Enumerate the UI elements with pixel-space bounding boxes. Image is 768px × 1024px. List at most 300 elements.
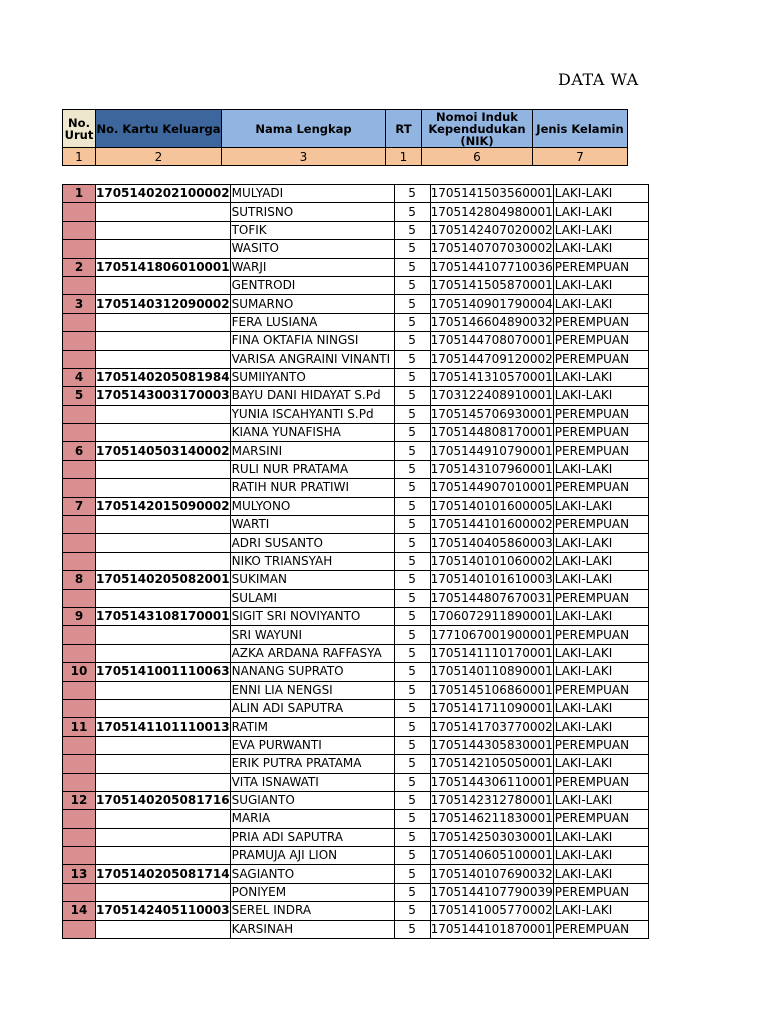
nik-value: 1705144306110001 bbox=[430, 773, 553, 791]
rt-value: 5 bbox=[394, 497, 430, 515]
nik-value: 1705140101610003 bbox=[430, 571, 553, 589]
column-number: 3 bbox=[222, 148, 386, 166]
nik-value: 1705144107790039 bbox=[430, 883, 553, 901]
table-row bbox=[63, 203, 649, 221]
table-row bbox=[63, 240, 649, 258]
header-table bbox=[62, 109, 628, 166]
rt-value: 5 bbox=[394, 865, 430, 883]
nik-value: 1705145706930001 bbox=[430, 405, 553, 423]
family-card-number bbox=[96, 221, 231, 239]
nik-value: 1705140901790004 bbox=[430, 295, 553, 313]
gender-value: PEREMPUAN bbox=[553, 332, 648, 350]
family-card-number bbox=[96, 479, 231, 497]
table-row bbox=[63, 920, 649, 938]
rt-value: 5 bbox=[394, 185, 430, 203]
full-name: SAGIANTO bbox=[230, 865, 394, 883]
nik-value: 1705144708070001 bbox=[430, 332, 553, 350]
row-number: 4 bbox=[63, 368, 96, 386]
family-card-number bbox=[96, 828, 231, 846]
nik-value: 1705142407020002 bbox=[430, 221, 553, 239]
table-row bbox=[63, 718, 649, 736]
gender-value: PEREMPUAN bbox=[553, 810, 648, 828]
row-number bbox=[63, 350, 96, 368]
gender-value: PEREMPUAN bbox=[553, 479, 648, 497]
full-name: WARJI bbox=[230, 258, 394, 276]
gender-value: PEREMPUAN bbox=[553, 681, 648, 699]
gender-value: LAKI-LAKI bbox=[553, 644, 648, 662]
table-row bbox=[63, 460, 649, 478]
column-number: 1 bbox=[63, 148, 96, 166]
full-name: EVA PURWANTI bbox=[230, 736, 394, 754]
rt-value: 5 bbox=[394, 828, 430, 846]
rt-value: 5 bbox=[394, 203, 430, 221]
family-card-number bbox=[96, 332, 231, 350]
nik-value: 1705141110170001 bbox=[430, 644, 553, 662]
rt-value: 5 bbox=[394, 920, 430, 938]
row-number bbox=[63, 681, 96, 699]
gender-value: LAKI-LAKI bbox=[553, 828, 648, 846]
rt-value: 5 bbox=[394, 810, 430, 828]
nik-value: 1705142312780001 bbox=[430, 791, 553, 809]
gender-value: PEREMPUAN bbox=[553, 589, 648, 607]
table-row bbox=[63, 479, 649, 497]
rt-value: 5 bbox=[394, 644, 430, 662]
gender-value: PEREMPUAN bbox=[553, 736, 648, 754]
full-name: BAYU DANI HIDAYAT S.Pd bbox=[230, 387, 394, 405]
row-number: 14 bbox=[63, 902, 96, 920]
nik-value: 1705142105050001 bbox=[430, 755, 553, 773]
table-row bbox=[63, 424, 649, 442]
family-card-number: 1705140312090002 bbox=[96, 295, 231, 313]
table-row bbox=[63, 828, 649, 846]
row-number bbox=[63, 644, 96, 662]
gender-value: LAKI-LAKI bbox=[553, 185, 648, 203]
nik-value: 1705144808170001 bbox=[430, 424, 553, 442]
family-card-number bbox=[96, 626, 231, 644]
table-row bbox=[63, 883, 649, 901]
table-row bbox=[63, 350, 649, 368]
gender-value: LAKI-LAKI bbox=[553, 295, 648, 313]
family-card-number bbox=[96, 589, 231, 607]
full-name: WARTI bbox=[230, 516, 394, 534]
full-name: ERIK PUTRA PRATAMA bbox=[230, 755, 394, 773]
row-number bbox=[63, 699, 96, 717]
family-card-number: 1705140205081716 bbox=[96, 791, 231, 809]
family-card-number bbox=[96, 681, 231, 699]
row-number bbox=[63, 479, 96, 497]
row-number: 5 bbox=[63, 387, 96, 405]
full-name: MULYONO bbox=[230, 497, 394, 515]
nik-value: 1705146211830001 bbox=[430, 810, 553, 828]
full-name: WASITO bbox=[230, 240, 394, 258]
full-name: SULAMI bbox=[230, 589, 394, 607]
rt-value: 5 bbox=[394, 258, 430, 276]
family-card-number bbox=[96, 203, 231, 221]
rt-value: 5 bbox=[394, 755, 430, 773]
full-name: MULYADI bbox=[230, 185, 394, 203]
row-number bbox=[63, 920, 96, 938]
full-name: YUNIA ISCAHYANTI S.Pd bbox=[230, 405, 394, 423]
gender-value: LAKI-LAKI bbox=[553, 571, 648, 589]
family-card-number bbox=[96, 883, 231, 901]
nik-value: 1705143107960001 bbox=[430, 460, 553, 478]
rt-value: 5 bbox=[394, 424, 430, 442]
full-name: FERA LUSIANA bbox=[230, 313, 394, 331]
family-card-number: 1705140202100002 bbox=[96, 185, 231, 203]
table-row bbox=[63, 516, 649, 534]
header-kk: No. Kartu Keluarga bbox=[96, 110, 222, 148]
nik-value: 1705144910790001 bbox=[430, 442, 553, 460]
family-card-number: 1705141001110063 bbox=[96, 663, 231, 681]
row-number bbox=[63, 810, 96, 828]
rt-value: 5 bbox=[394, 773, 430, 791]
family-card-number bbox=[96, 313, 231, 331]
family-card-number: 1705140205081984 bbox=[96, 368, 231, 386]
table-row bbox=[63, 258, 649, 276]
table-row bbox=[63, 791, 649, 809]
header-rt: RT bbox=[386, 110, 422, 148]
row-number: 1 bbox=[63, 185, 96, 203]
rt-value: 5 bbox=[394, 847, 430, 865]
gender-value: LAKI-LAKI bbox=[553, 865, 648, 883]
nik-value: 1771067001900001 bbox=[430, 626, 553, 644]
column-number: 1 bbox=[386, 148, 422, 166]
column-number: 2 bbox=[96, 148, 222, 166]
gender-value: LAKI-LAKI bbox=[553, 203, 648, 221]
gender-value: LAKI-LAKI bbox=[553, 387, 648, 405]
family-card-number bbox=[96, 516, 231, 534]
family-card-number: 1705140503140002 bbox=[96, 442, 231, 460]
rt-value: 5 bbox=[394, 791, 430, 809]
row-number: 10 bbox=[63, 663, 96, 681]
family-card-number bbox=[96, 552, 231, 570]
nik-value: 1705140707030002 bbox=[430, 240, 553, 258]
row-number bbox=[63, 534, 96, 552]
rt-value: 5 bbox=[394, 442, 430, 460]
family-card-number: 1705142405110003 bbox=[96, 902, 231, 920]
nik-value: 1705146604890032 bbox=[430, 313, 553, 331]
rt-value: 5 bbox=[394, 883, 430, 901]
nik-value: 1705145106860001 bbox=[430, 681, 553, 699]
table-row bbox=[63, 865, 649, 883]
gender-value: LAKI-LAKI bbox=[553, 221, 648, 239]
nik-value: 1705141310570001 bbox=[430, 368, 553, 386]
full-name: SUTRISNO bbox=[230, 203, 394, 221]
table-row bbox=[63, 681, 649, 699]
family-card-number bbox=[96, 276, 231, 294]
row-number bbox=[63, 589, 96, 607]
rt-value: 5 bbox=[394, 405, 430, 423]
full-name: SUMIIYANTO bbox=[230, 368, 394, 386]
full-name: SIGIT SRI NOVIYANTO bbox=[230, 607, 394, 625]
gender-value: PEREMPUAN bbox=[553, 350, 648, 368]
gender-value: LAKI-LAKI bbox=[553, 755, 648, 773]
nik-value: 1705144305830001 bbox=[430, 736, 553, 754]
table-row bbox=[63, 221, 649, 239]
gender-value: PEREMPUAN bbox=[553, 773, 648, 791]
full-name: KIANA YUNAFISHA bbox=[230, 424, 394, 442]
full-name: VITA ISNAWATI bbox=[230, 773, 394, 791]
full-name: SUKIMAN bbox=[230, 571, 394, 589]
nik-value: 1705144107710036 bbox=[430, 258, 553, 276]
full-name: PRIA ADI SAPUTRA bbox=[230, 828, 394, 846]
gender-value: LAKI-LAKI bbox=[553, 607, 648, 625]
family-card-number bbox=[96, 405, 231, 423]
rt-value: 5 bbox=[394, 221, 430, 239]
row-number bbox=[63, 313, 96, 331]
table-row bbox=[63, 589, 649, 607]
family-card-number: 1705143003170003 bbox=[96, 387, 231, 405]
full-name: PONIYEM bbox=[230, 883, 394, 901]
gender-value: PEREMPUAN bbox=[553, 920, 648, 938]
family-card-number: 1705140205082001 bbox=[96, 571, 231, 589]
table-row bbox=[63, 313, 649, 331]
family-card-number: 1705143108170001 bbox=[96, 607, 231, 625]
full-name: SUGIANTO bbox=[230, 791, 394, 809]
row-number bbox=[63, 773, 96, 791]
rt-value: 5 bbox=[394, 313, 430, 331]
table-row bbox=[63, 847, 649, 865]
rt-value: 5 bbox=[394, 332, 430, 350]
row-number bbox=[63, 552, 96, 570]
family-card-number bbox=[96, 810, 231, 828]
nik-value: 1705141503560001 bbox=[430, 185, 553, 203]
table-row bbox=[63, 332, 649, 350]
table-row bbox=[63, 387, 649, 405]
family-card-number bbox=[96, 773, 231, 791]
family-card-number bbox=[96, 644, 231, 662]
full-name: RATIM bbox=[230, 718, 394, 736]
nik-value: 1705140107690032 bbox=[430, 865, 553, 883]
full-name: SUMARNO bbox=[230, 295, 394, 313]
family-card-number bbox=[96, 350, 231, 368]
rt-value: 5 bbox=[394, 902, 430, 920]
nik-value: 1705142503030001 bbox=[430, 828, 553, 846]
nik-value: 1705141505870001 bbox=[430, 276, 553, 294]
full-name: SEREL INDRA bbox=[230, 902, 394, 920]
row-number bbox=[63, 626, 96, 644]
family-card-number bbox=[96, 736, 231, 754]
table-row bbox=[63, 368, 649, 386]
full-name: NANANG SUPRATO bbox=[230, 663, 394, 681]
nik-value: 1705141711090001 bbox=[430, 699, 553, 717]
table-row bbox=[63, 626, 649, 644]
full-name: RATIH NUR PRATIWI bbox=[230, 479, 394, 497]
rt-value: 5 bbox=[394, 350, 430, 368]
full-name: SRI WAYUNI bbox=[230, 626, 394, 644]
header-no-urut: No. Urut bbox=[63, 110, 96, 148]
table-row bbox=[63, 663, 649, 681]
full-name: VARISA ANGRAINI VINANTI bbox=[230, 350, 394, 368]
row-number bbox=[63, 883, 96, 901]
rt-value: 5 bbox=[394, 736, 430, 754]
resident-table bbox=[62, 184, 649, 939]
full-name: MARSINI bbox=[230, 442, 394, 460]
row-number bbox=[63, 332, 96, 350]
table-row bbox=[63, 755, 649, 773]
gender-value: LAKI-LAKI bbox=[553, 240, 648, 258]
full-name: FINA OKTAFIA NINGSI bbox=[230, 332, 394, 350]
rt-value: 5 bbox=[394, 516, 430, 534]
row-number: 11 bbox=[63, 718, 96, 736]
row-number bbox=[63, 203, 96, 221]
nik-value: 1705140101060002 bbox=[430, 552, 553, 570]
gender-value: PEREMPUAN bbox=[553, 313, 648, 331]
rt-value: 5 bbox=[394, 681, 430, 699]
rt-value: 5 bbox=[394, 295, 430, 313]
nik-value: 1705144709120002 bbox=[430, 350, 553, 368]
family-card-number bbox=[96, 847, 231, 865]
row-number bbox=[63, 755, 96, 773]
nik-value: 1705141005770002 bbox=[430, 902, 553, 920]
family-card-number: 1705142015090002 bbox=[96, 497, 231, 515]
table-row bbox=[63, 295, 649, 313]
row-number bbox=[63, 828, 96, 846]
gender-value: LAKI-LAKI bbox=[553, 534, 648, 552]
family-card-number: 1705140205081714 bbox=[96, 865, 231, 883]
row-number bbox=[63, 424, 96, 442]
gender-value: LAKI-LAKI bbox=[553, 902, 648, 920]
table-row bbox=[63, 699, 649, 717]
gender-value: LAKI-LAKI bbox=[553, 847, 648, 865]
gender-value: PEREMPUAN bbox=[553, 405, 648, 423]
table-row bbox=[63, 552, 649, 570]
nik-value: 1705144907010001 bbox=[430, 479, 553, 497]
gender-value: LAKI-LAKI bbox=[553, 368, 648, 386]
header-nama: Nama Lengkap bbox=[222, 110, 386, 148]
row-number: 8 bbox=[63, 571, 96, 589]
row-number bbox=[63, 460, 96, 478]
row-number bbox=[63, 847, 96, 865]
row-number: 6 bbox=[63, 442, 96, 460]
full-name: GENTRODI bbox=[230, 276, 394, 294]
row-number: 12 bbox=[63, 791, 96, 809]
family-card-number bbox=[96, 755, 231, 773]
nik-value: 1705140605100001 bbox=[430, 847, 553, 865]
table-row bbox=[63, 405, 649, 423]
family-card-number: 1705141101110013 bbox=[96, 718, 231, 736]
rt-value: 5 bbox=[394, 460, 430, 478]
header-jenis-kelamin: Jenis Kelamin bbox=[533, 110, 628, 148]
nik-value: 1705144807670031 bbox=[430, 589, 553, 607]
rt-value: 5 bbox=[394, 607, 430, 625]
rt-value: 5 bbox=[394, 589, 430, 607]
gender-value: PEREMPUAN bbox=[553, 516, 648, 534]
row-number bbox=[63, 221, 96, 239]
table-row bbox=[63, 736, 649, 754]
table-row bbox=[63, 902, 649, 920]
table-row bbox=[63, 497, 649, 515]
full-name: KARSINAH bbox=[230, 920, 394, 938]
gender-value: PEREMPUAN bbox=[553, 442, 648, 460]
family-card-number bbox=[96, 699, 231, 717]
nik-value: 1705140101600005 bbox=[430, 497, 553, 515]
gender-value: LAKI-LAKI bbox=[553, 791, 648, 809]
gender-value: LAKI-LAKI bbox=[553, 663, 648, 681]
header-nik: Nomoi Induk Kependudukan (NIK) bbox=[422, 110, 533, 148]
family-card-number bbox=[96, 920, 231, 938]
gender-value: PEREMPUAN bbox=[553, 626, 648, 644]
row-number bbox=[63, 736, 96, 754]
full-name: PRAMUJA AJI LION bbox=[230, 847, 394, 865]
full-name: NIKO TRIANSYAH bbox=[230, 552, 394, 570]
gender-value: LAKI-LAKI bbox=[553, 699, 648, 717]
rt-value: 5 bbox=[394, 240, 430, 258]
gender-value: LAKI-LAKI bbox=[553, 718, 648, 736]
full-name: RULI NUR PRATAMA bbox=[230, 460, 394, 478]
family-card-number bbox=[96, 460, 231, 478]
rt-value: 5 bbox=[394, 479, 430, 497]
nik-value: 1706072911890001 bbox=[430, 607, 553, 625]
row-number bbox=[63, 240, 96, 258]
rt-value: 5 bbox=[394, 552, 430, 570]
full-name: MARIA bbox=[230, 810, 394, 828]
family-card-number: 1705141806010001 bbox=[96, 258, 231, 276]
table-row bbox=[63, 276, 649, 294]
gender-value: LAKI-LAKI bbox=[553, 497, 648, 515]
nik-value: 1705142804980001 bbox=[430, 203, 553, 221]
full-name: ADRI SUSANTO bbox=[230, 534, 394, 552]
rt-value: 5 bbox=[394, 699, 430, 717]
row-number bbox=[63, 276, 96, 294]
nik-value: 1705144101600002 bbox=[430, 516, 553, 534]
row-number bbox=[63, 405, 96, 423]
table-row bbox=[63, 442, 649, 460]
rt-value: 5 bbox=[394, 663, 430, 681]
row-number: 9 bbox=[63, 607, 96, 625]
table-row bbox=[63, 644, 649, 662]
rt-value: 5 bbox=[394, 387, 430, 405]
table-row bbox=[63, 810, 649, 828]
full-name: TOFIK bbox=[230, 221, 394, 239]
rt-value: 5 bbox=[394, 534, 430, 552]
page-title: DATA WA bbox=[558, 70, 639, 89]
rt-value: 5 bbox=[394, 571, 430, 589]
rt-value: 5 bbox=[394, 718, 430, 736]
rt-value: 5 bbox=[394, 626, 430, 644]
table-row bbox=[63, 773, 649, 791]
nik-value: 1703122408910001 bbox=[430, 387, 553, 405]
row-number: 3 bbox=[63, 295, 96, 313]
nik-value: 1705140405860003 bbox=[430, 534, 553, 552]
full-name: ENNI LIA NENGSI bbox=[230, 681, 394, 699]
family-card-number bbox=[96, 424, 231, 442]
full-name: AZKA ARDANA RAFFASYA bbox=[230, 644, 394, 662]
nik-value: 1705140110890001 bbox=[430, 663, 553, 681]
table-row bbox=[63, 185, 649, 203]
gender-value: LAKI-LAKI bbox=[553, 276, 648, 294]
family-card-number bbox=[96, 534, 231, 552]
gender-value: PEREMPUAN bbox=[553, 258, 648, 276]
row-number: 2 bbox=[63, 258, 96, 276]
gender-value: PEREMPUAN bbox=[553, 424, 648, 442]
gender-value: LAKI-LAKI bbox=[553, 552, 648, 570]
nik-value: 1705144101870001 bbox=[430, 920, 553, 938]
rt-value: 5 bbox=[394, 276, 430, 294]
row-number: 7 bbox=[63, 497, 96, 515]
family-card-number bbox=[96, 240, 231, 258]
nik-value: 1705141703770002 bbox=[430, 718, 553, 736]
table-row bbox=[63, 534, 649, 552]
column-number: 6 bbox=[422, 148, 533, 166]
full-name: ALIN ADI SAPUTRA bbox=[230, 699, 394, 717]
gender-value: LAKI-LAKI bbox=[553, 460, 648, 478]
row-number: 13 bbox=[63, 865, 96, 883]
table-row bbox=[63, 607, 649, 625]
row-number bbox=[63, 516, 96, 534]
column-number: 7 bbox=[533, 148, 628, 166]
rt-value: 5 bbox=[394, 368, 430, 386]
